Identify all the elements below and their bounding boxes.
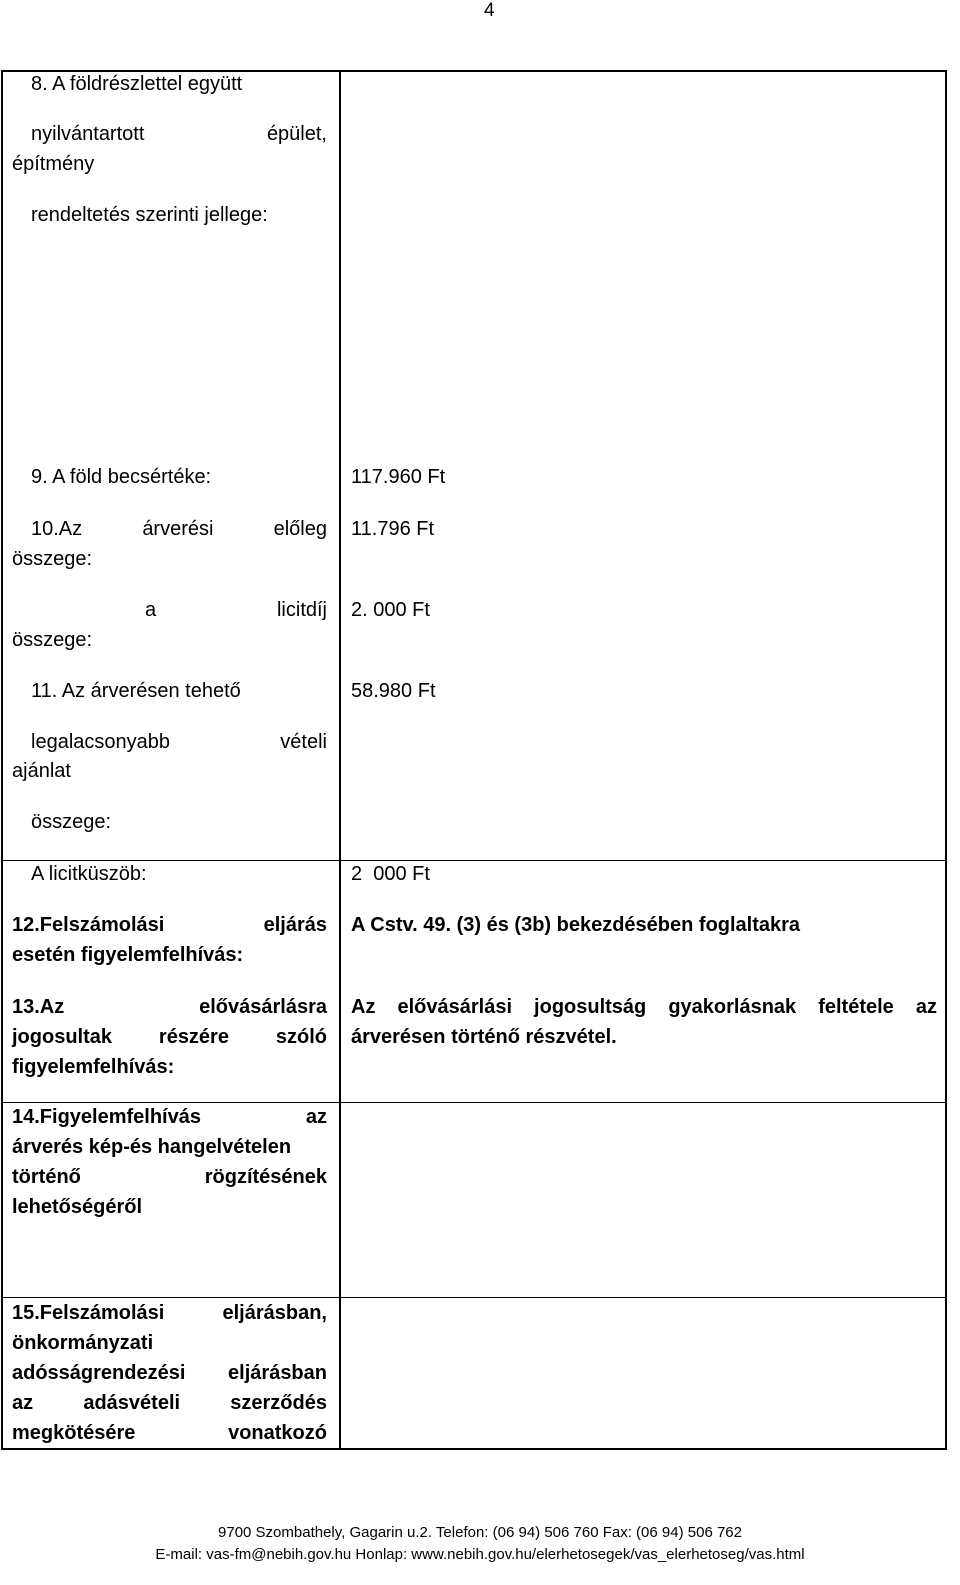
row13-value-word: elővásárlási	[397, 996, 513, 1018]
row13-word: elővásárlásra	[199, 996, 327, 1018]
row9-label: 9. A föld becsértéke:	[31, 466, 212, 488]
row14-label-line1	[12, 1102, 327, 1132]
row12-word: eljárás	[263, 914, 327, 936]
row9-value: 117.960 Ft	[351, 466, 446, 488]
row11-value: 58.980 Ft	[351, 680, 436, 702]
row13-label-line3: figyelemfelhívás:	[12, 1056, 175, 1078]
row15-label-line2: önkormányzati	[12, 1332, 154, 1354]
footer-contact: E-mail: vas-fm@nebih.gov.hu Honlap: www.nebih.gov.hu/elerhetosegek/vas_elerhetoseg/vas.html	[155, 1546, 805, 1563]
table-border-left	[1, 70, 3, 1450]
row8-label-line4: rendeltetés szerinti jellege:	[31, 204, 268, 226]
row14-word: az	[305, 1106, 327, 1128]
row13-value-word: Az	[351, 996, 376, 1018]
row13-value-line2: árverésen történő részvétel.	[351, 1026, 617, 1048]
row13-word: részére	[158, 1026, 229, 1048]
row12-label-line2: esetén figyelemfelhívás:	[12, 944, 244, 966]
row14-word: rögzítésének	[204, 1166, 327, 1188]
page-number: 4	[484, 0, 495, 21]
licitdij-word: licitdíj	[276, 599, 327, 621]
row12-label-line1	[12, 910, 327, 940]
column-divider	[339, 70, 341, 1450]
row10-word: előleg	[273, 518, 327, 540]
row13-value-word: gyakorlásnak	[668, 996, 797, 1018]
row13-word: jogosultak	[12, 1026, 113, 1048]
licitkuszob-label: A licitküszöb:	[31, 863, 147, 885]
row15-word: az	[12, 1392, 34, 1414]
row8-label-line1: 8. A földrészlettel együtt	[31, 73, 243, 95]
row10-label-line1	[31, 514, 327, 544]
licitdij-value: 2. 000 Ft	[351, 599, 430, 621]
row10-label-line2: összege:	[12, 548, 93, 570]
row15-word: vonatkozó	[228, 1422, 327, 1444]
row10-word: árverési	[142, 518, 214, 540]
row11-word: vételi	[280, 731, 327, 753]
row13-value-word: az	[915, 996, 937, 1018]
row11-label-line4: összege:	[31, 811, 112, 833]
table-border-right	[945, 70, 947, 1450]
row14-label-line3	[12, 1162, 327, 1192]
row8-word: nyilvántartott	[31, 123, 145, 145]
row14-word: 14.Figyelemfelhívás	[12, 1106, 201, 1128]
row12-word: 12.Felszámolási	[12, 914, 165, 936]
row10-value: 11.796 Ft	[351, 518, 435, 540]
row13-value-word: feltétele	[818, 996, 894, 1018]
licitdij-word: a	[145, 599, 157, 621]
row13-word: szóló	[275, 1026, 327, 1048]
row15-word: adásvételi	[83, 1392, 181, 1414]
row8-label-line3: építmény	[12, 153, 95, 175]
licitkuszob-value: 2 000 Ft	[351, 863, 430, 885]
row12-value-ref: A Cstv. 49.	[351, 914, 452, 936]
row11-word: legalacsonyabb	[31, 731, 170, 753]
row15-label-line3	[12, 1358, 327, 1388]
row14-label-line2: árverés kép-és hangelvételen	[12, 1136, 292, 1158]
row15-word: 15.Felszámolási	[12, 1302, 165, 1324]
row15-label-line1	[12, 1298, 327, 1328]
row13-value-line1	[351, 992, 937, 1022]
row14-word: történő	[12, 1166, 81, 1188]
row11-label-line1: 11. Az árverésen tehető	[31, 680, 241, 702]
row8-word: épület,	[266, 123, 327, 145]
row13-label-line1	[12, 992, 327, 1022]
row15-label-line4	[12, 1388, 327, 1418]
row10-word: 10.Az	[31, 518, 83, 540]
table-border-bottom	[1, 1448, 947, 1450]
row15-label-line5	[12, 1418, 327, 1448]
row15-word: szerződés	[230, 1392, 327, 1414]
row15-word: eljárásban,	[222, 1302, 327, 1324]
row11-label-line2	[31, 727, 327, 757]
row15-word: adósságrendezési	[12, 1362, 186, 1384]
row14-label-line4: lehetőségéről	[12, 1196, 143, 1218]
row15-word: megkötésére	[12, 1422, 136, 1444]
row13-label-line2	[12, 1022, 327, 1052]
footer-address: 9700 Szombathely, Gagarin u.2. Telefon: (06 94) 506 760 Fax: (06 94) 506 762	[218, 1524, 742, 1541]
row8-label-line2	[31, 119, 327, 149]
row12-value-text: (3) és (3b) bekezdésében foglaltakra	[451, 914, 801, 936]
row12-value	[351, 910, 800, 940]
row11-label-line3: ajánlat	[12, 760, 71, 782]
row15-word: eljárásban	[228, 1362, 327, 1384]
row13-value-word: jogosultság	[534, 996, 647, 1018]
licitdij-label-line1	[145, 595, 327, 625]
licitdij-label-line2: összege:	[12, 629, 93, 651]
row13-word: 13.Az	[12, 996, 65, 1018]
